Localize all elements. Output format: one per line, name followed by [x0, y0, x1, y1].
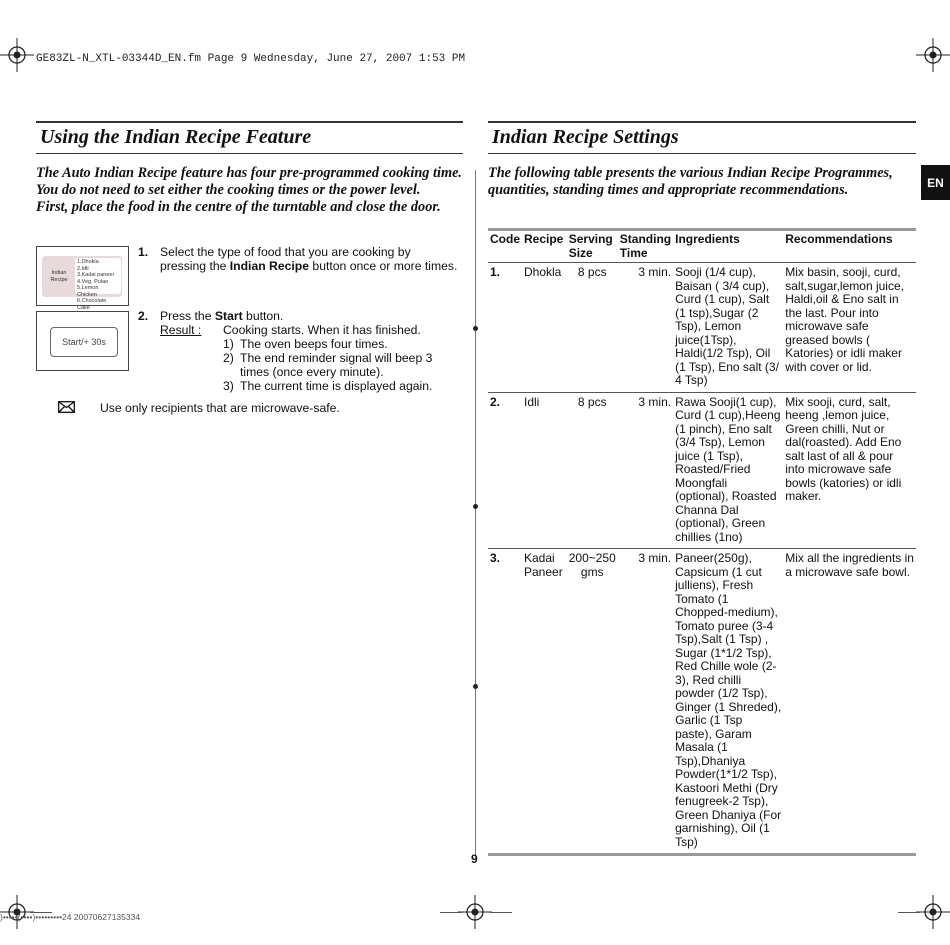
- column-header: Code: [488, 230, 522, 263]
- ingredients-cell: Paneer(250g), Capsicum (1 cut julliens), Fresh Tomato (1 Chopped-medium), Tomato puree (3-4 Tsp),Salt (1 Tsp) , Sugar (1*1/2 Tsp), Red Chille wole (2-3), Red chilli powder (1/2 Tsp), Ginger (1 Shreded), Garlic (1 Tsp paste), Garam Masala (1 Tsp),Dhaniya Powder(1*1/2 Tsp), Kastoori Methi (Dry fenugreek-2 Tsp), Green Dhaniya (For garnishing), Oil (1 Tsp): [673, 549, 783, 855]
- subitem-number: 1): [223, 337, 234, 351]
- right-intro: The following table presents the various Indian Recipe Programmes, quantities, standing times and appropriate recommendations.: [488, 165, 893, 198]
- step-bold: Start: [214, 309, 243, 323]
- divider-dot: [473, 504, 478, 509]
- standing-cell: 3 min.: [618, 263, 673, 393]
- ingredients-cell: Rawa Sooji(1 cup), Curd (1 cup),Heeng (1 pinch), Eno salt (3/4 Tsp), Lemon juice (1 Tsp), Roasted/Fried Moongfali (optional), Roasted Channa Dal (optional), Green chillies (1no): [673, 392, 783, 549]
- menu-item: 5.Lemon Chicken: [77, 285, 99, 298]
- step-number: 1.: [138, 245, 149, 259]
- control-panel-illustration: [36, 246, 129, 311]
- column-divider: [475, 170, 476, 856]
- table-row: [488, 549, 916, 855]
- result-subitem: [223, 337, 464, 351]
- recipe-settings-table: [488, 228, 916, 856]
- note-text: Use only recipients that are microwave-safe.: [100, 401, 340, 415]
- registration-mark-bottom-center: [458, 895, 492, 929]
- column-header: Serving Size: [567, 230, 618, 263]
- subitem-text: The end reminder signal will beep 3 times (once every minute).: [240, 351, 433, 379]
- left-intro: [36, 165, 463, 216]
- column-header: Recommendations: [783, 230, 916, 263]
- code-cell: 3.: [488, 549, 522, 855]
- crop-line-bottom-center-right: [490, 912, 512, 913]
- result-text: Cooking starts. When it has finished.: [223, 323, 421, 337]
- subitem-number: 2): [223, 351, 234, 365]
- recipe-display: [42, 256, 122, 311]
- subitem-number: 3): [223, 379, 234, 393]
- step-bold: Indian Recipe: [229, 259, 310, 273]
- menu-item: 6.Chocolate Cake: [77, 298, 107, 311]
- registration-mark-top-right: [916, 38, 950, 72]
- intro-line: The Auto Indian Recipe feature has four pre-programmed cooking time.: [36, 165, 463, 181]
- code-cell: 2.: [488, 392, 522, 549]
- step-text: Select the type of food that you are cooking by pressing the: [160, 245, 411, 273]
- result-label: Result :: [160, 323, 202, 337]
- registration-mark-top-left: [0, 38, 34, 72]
- result-subitem: [223, 379, 464, 393]
- language-tab: EN: [921, 165, 950, 200]
- registration-mark-bottom-right: [916, 895, 950, 929]
- serving-cell: 8 pcs: [567, 263, 618, 393]
- result-subitem: [223, 351, 464, 379]
- result-line: [160, 323, 464, 337]
- recipe-cell: Kadai Paneer: [522, 549, 567, 855]
- menu-item: 3.Kadai paneer: [77, 272, 115, 278]
- menu-item: 4.Veg. Pulao: [77, 278, 109, 285]
- ingredients-cell: Sooji (1/4 cup), Baisan ( 3/4 cup), Curd (1 cup), Salt (1 tsp),Sugar (2 Tsp), Lemon juice(1Tsp), Haldi(1/2 Tsp), Oil (1 Tsp), Eno salt (3/ 4 Tsp): [673, 263, 783, 393]
- recommendation-cell: Mix basin, sooji, curd, salt,sugar,lemon juice, Haldi,oil & Eno salt in the last. Pour into microwave safe greased bowls ( Katories) or idli maker with cover or lid.: [783, 263, 916, 393]
- menu-item: 2.Idli: [77, 265, 89, 272]
- crop-line-bottom-center-left: [440, 912, 462, 913]
- step-text: Press the: [160, 309, 215, 323]
- divider-dot: [473, 326, 478, 331]
- result-sublist: [223, 337, 464, 393]
- print-header: GE83ZL-N_XTL-03344D_EN.fm Page 9 Wednesday, June 27, 2007 1:53 PM: [36, 53, 466, 65]
- recipe-cell: Idli: [522, 392, 567, 549]
- recipe-cell: Dhokla: [522, 263, 567, 393]
- crop-line-bottom-right: [898, 912, 920, 913]
- menu-item: 1.Dhokla: [77, 259, 99, 265]
- step-2: [138, 309, 464, 393]
- intro-line: First, place the food in the centre of the turntable and close the door.: [36, 199, 441, 215]
- step-2-text: [160, 309, 464, 323]
- column-header: Ingredients: [673, 230, 783, 263]
- subitem-text: The current time is displayed again.: [240, 379, 433, 393]
- start-button-graphic: Start/+ 30s: [50, 327, 118, 357]
- table-row: [488, 263, 916, 393]
- step-number: 2.: [138, 309, 149, 323]
- table-header-row: [488, 230, 916, 263]
- right-section-title: Indian Recipe Settings: [488, 121, 916, 154]
- standing-cell: 3 min.: [618, 549, 673, 855]
- page-number: 9: [471, 852, 478, 866]
- serving-cell: 200~250 gms: [567, 549, 618, 855]
- recommendation-cell: Mix all the ingredients in a microwave safe bowl.: [783, 549, 916, 855]
- start-button-illustration: [36, 311, 129, 371]
- column-header: Standing Time: [618, 230, 673, 263]
- recommendation-cell: Mix sooji, curd, salt, heeng ,lemon juice, Green chilli, Nut or dal(roasted). Add Eno salt last of all & pour into microwave safe bowls (katories) or idli maker.: [783, 392, 916, 549]
- step-1-text: [160, 245, 458, 273]
- serving-cell: 8 pcs: [567, 392, 618, 549]
- step-text: button once or more times.: [309, 259, 458, 273]
- standing-cell: 3 min.: [618, 392, 673, 549]
- print-footer: )•••••(••••)•••••••••24 20070627135334: [0, 912, 141, 922]
- step-1: [138, 245, 458, 273]
- code-cell: 1.: [488, 263, 522, 393]
- recipe-menu: [75, 258, 121, 311]
- indian-recipe-button-label: Indian Recipe: [50, 270, 68, 283]
- step-text: button.: [242, 309, 284, 323]
- left-section-title: Using the Indian Recipe Feature: [36, 121, 463, 154]
- note-icon: [58, 400, 75, 412]
- intro-line: You do not need to set either the cooking times or the power level.: [36, 182, 421, 198]
- divider-dot: [473, 684, 478, 689]
- column-header: Recipe: [522, 230, 567, 263]
- table-row: [488, 392, 916, 549]
- subitem-text: The oven beeps four times.: [240, 337, 388, 351]
